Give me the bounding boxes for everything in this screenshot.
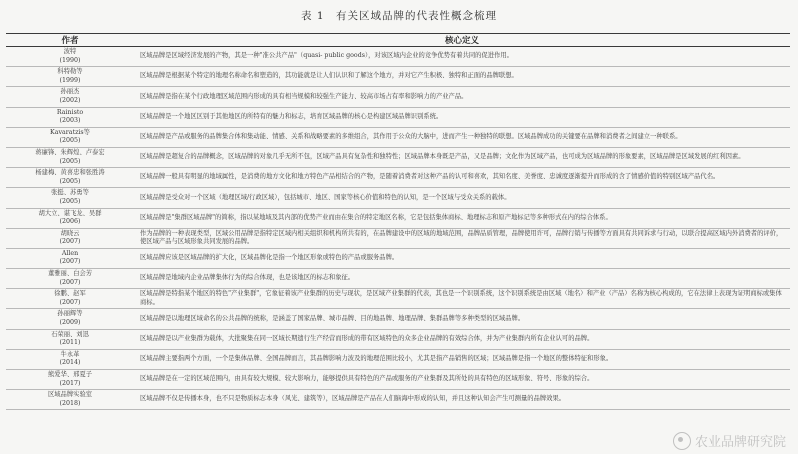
author-year: (2005): [59, 177, 81, 185]
table-row: [6, 269, 790, 289]
author-cell: [6, 188, 134, 208]
definition-cell: 区域品牌是根据某个特定的地理名称命名和塑造的，其功能就是让人们认识和了解这个地方，并对它产生积极、独特和正面的品牌联想。: [134, 67, 790, 87]
author-year: (2002): [59, 96, 81, 104]
author-cell: [6, 269, 134, 289]
author-name: 徐鹏、赵军: [54, 290, 86, 298]
wechat-logo-icon: [673, 432, 691, 450]
table-row: [6, 188, 790, 208]
author-cell: [6, 390, 134, 410]
author-cell: [6, 47, 134, 67]
definition-cell: 区域品牌是特指某个地区的特色"产业集群"，它象征着该产业集群的历史与现状，是区域产业集群的代表，其也是一个识别系统，这个识别系统是由区域（地名）和产业（产品）名称为核心构成的，它在法律上表现为证明商标或集体商标。: [134, 289, 790, 309]
definition-cell: 区域品牌应该是区域品牌的扩大化，区域品牌化是指一个地区形象或特色的产品或服务品牌。: [134, 248, 790, 268]
definition-cell: 作为品牌的一种表现类型，区域公用品牌是指特定区域内相关组织和机构所共有的，在品牌建设中的区域的地域范围，品牌品质管理，品牌使用许可，品牌行销与传播等方面具有共同诉求与行动，以联合提高区域内外消费者的评价，使区域产品与区域形象共同发展的品牌。: [134, 228, 790, 248]
author-year: (2005): [59, 157, 81, 165]
author-year: (2003): [59, 117, 81, 125]
table-row: [6, 289, 790, 309]
author-cell: [6, 349, 134, 369]
definition-cell: 区域品牌是区域经济发展的产物，其是一种"准公共产品"（quasi- public goods），对该区域内企业的竞争优势有着共同的促进作用。: [134, 47, 790, 67]
table-row: [6, 370, 790, 390]
author-name: Rainisto: [56, 108, 84, 116]
author-name: 董雅丽、白会芳: [47, 270, 93, 278]
definition-cell: 区域品牌是在一定的区域范围内，由具有较大规模、较大影响力，能够提供具有特色的产品或服务的产业集群及其所处的具有特色的区域形象、符号、形象的综合。: [134, 370, 790, 390]
table-row: [6, 67, 790, 87]
author-name: 张挺、苏勇等: [51, 189, 89, 197]
author-name: 熊爱华、邢夏子: [47, 371, 93, 378]
author-year: (2009): [59, 319, 81, 327]
author-name: 孙丽杰: [60, 88, 80, 96]
author-year: (2014): [59, 359, 81, 367]
author-name: 牛永革: [60, 350, 80, 358]
author-cell: [6, 228, 134, 248]
table-row: [6, 147, 790, 167]
table-header-row: [6, 34, 790, 47]
table-row: [6, 87, 790, 107]
watermark: [673, 431, 786, 450]
definition-cell: 区域品牌是产品或服务的品牌集合体和集动能、情感、关系和战略要素的多维组合，其作用于公众的大脑中，进而产生一种独特的联想。区域品牌成功的关键要在品牌和消费者之间建立一种联系。: [134, 127, 790, 147]
author-year: (2017): [59, 379, 81, 387]
author-cell: [6, 248, 134, 268]
author-name: 杨建梅、黄喜忠和张胜涛: [35, 169, 105, 177]
author-name: 蒋廉锋、朱辉煌、卢泰宏: [35, 148, 105, 156]
header-author: 作者: [6, 34, 134, 47]
author-name: 胡晓云: [60, 229, 80, 237]
table-caption: 表 1 有关区域品牌的代表性概念梳理: [300, 10, 498, 22]
table-row: [6, 47, 790, 67]
definition-cell: 区域品牌是受众对一个区域（地理区域/行政区域），包括城市、地区、国家等核心价值和特色的认知，是一个区域与受众关系的载体。: [134, 188, 790, 208]
definition-cell: 区域品牌是"集群区域品牌"的简称，指以某地域及其内部的优势产业而由在集合的特定地区名称，它是包括集体商标、地理标志和原产地标记等多种形式在内的综合体系。: [134, 208, 790, 228]
definition-cell: 区域品牌是地域内企业品牌集体行为的综合体现，也是该地区的标志和象征。: [134, 269, 790, 289]
author-cell: [6, 168, 134, 188]
author-name: 科特勒等: [57, 68, 83, 76]
author-cell: [6, 67, 134, 87]
definition-cell: 区域品牌一般具有明显的地域属性，是消费的地方文化和地方特色产品相结合的产物，是随着消费者对这种产品的认可和喜欢，其知名度、美誉度、忠诚度逐渐提升而形成的含了情感价值的特别区域产品代名。: [134, 168, 790, 188]
author-cell: [6, 329, 134, 349]
table-row: [6, 208, 790, 228]
author-year: (2005): [59, 197, 81, 205]
author-cell: [6, 370, 134, 390]
author-year: (2006): [59, 218, 81, 226]
table-row: [6, 390, 790, 410]
author-name: 胡大立、谌飞龙、吴群: [38, 209, 102, 217]
author-name: 区域品牌实验室: [47, 391, 93, 399]
definition-cell: 区域品牌不仅是传播本身，也不只是物质标志本身（风光、建筑等），区域品牌是产品在人们脑海中形成的认知，并且这种认知会产生可测量的品牌效果。: [134, 390, 790, 410]
author-cell: [6, 309, 134, 329]
table-row: [6, 349, 790, 369]
definition-cell: 区域品牌是以地理区域命名的公共品牌的统称，是涵盖了国家品牌、城市品牌、目的地品牌、地理品牌、集群品牌等多种类型的区域品牌。: [134, 309, 790, 329]
definition-cell: 区域品牌主要指两个方面，一个是集体品牌、全国品牌而言，其品牌影响力波及的地理范围比较小，尤其是指产品销售的区域；区域品牌是指一个地区的整体特征和形象。: [134, 349, 790, 369]
author-year: (2007): [59, 278, 81, 286]
author-year: (2011): [59, 339, 81, 347]
author-cell: [6, 208, 134, 228]
definition-cell: 区域品牌是以产业集群为载体，大批聚集在同一区域长期遗行生产经营而形成的带有区域特色的众多企业品牌的有效综合体，并为产业集群内所有企业认可的品牌。: [134, 329, 790, 349]
author-year: (2007): [59, 298, 81, 306]
author-name: 波特: [63, 48, 77, 55]
author-year: (1999): [59, 76, 81, 84]
author-name: 孙丽辉等: [57, 310, 83, 318]
table-row: [6, 248, 790, 268]
definition-cell: 区域品牌是超复合的品牌概念，区域品牌的对象几乎无所不包，区域产品具有复杂性和独特性；区域品牌本身既是产品，又是品牌；文化作为区域产品，也可成为区域品牌的形象要素，区域品牌是区域发展的红利因素。: [134, 147, 790, 167]
author-name: Allen: [61, 249, 79, 257]
table-row: [6, 329, 790, 349]
author-cell: [6, 147, 134, 167]
author-year: (2007): [59, 258, 81, 266]
table-row: [6, 127, 790, 147]
concept-table: [6, 33, 790, 410]
author-year: (2018): [59, 399, 81, 407]
author-name: 石荣丽、刘迅: [51, 330, 89, 338]
table-row: [6, 309, 790, 329]
author-cell: [6, 87, 134, 107]
definition-cell: 区域品牌是指在某个行政地理区域范围内形成的具有相当规模和较强生产能力、较高市场占有率和影响力的产业产品。: [134, 87, 790, 107]
author-cell: [6, 127, 134, 147]
author-cell: [6, 289, 134, 309]
table-row: [6, 168, 790, 188]
author-year: (2005): [59, 137, 81, 145]
watermark-text: 农业品牌研究院: [694, 435, 786, 450]
table-row: [6, 228, 790, 248]
table-row: [6, 107, 790, 127]
author-cell: [6, 107, 134, 127]
author-year: (1990): [59, 56, 81, 64]
definition-cell: 区域品牌是一个地区区别于其他地区的所特有的魅力和标志，培育区域品牌的核心是构建区域品牌识别系统。: [134, 107, 790, 127]
author-name: Kavaratzis等: [50, 128, 90, 136]
author-year: (2007): [59, 238, 81, 246]
header-definition: 核心定义: [134, 34, 790, 47]
